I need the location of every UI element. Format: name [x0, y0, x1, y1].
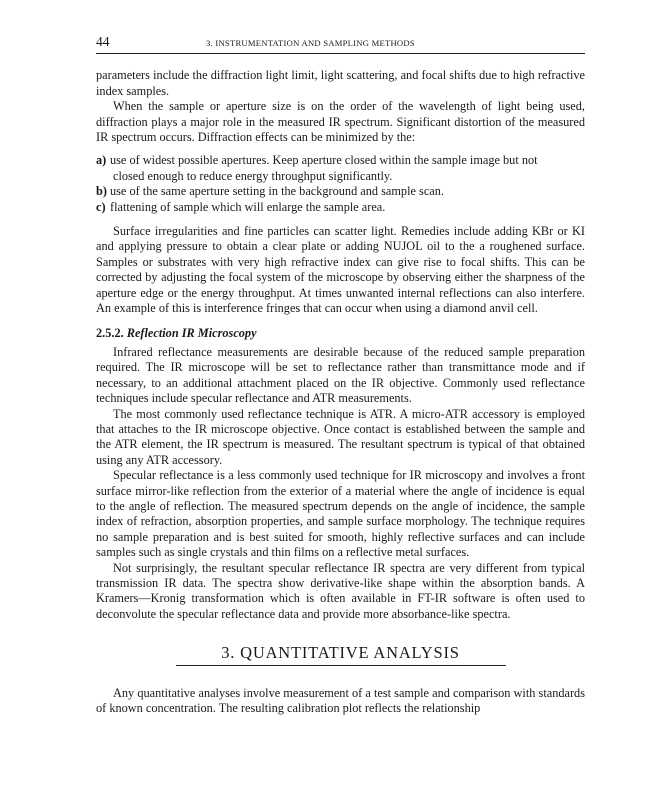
running-title: 3. INSTRUMENTATION AND SAMPLING METHODS [206, 38, 415, 48]
diffraction-remedies-list [96, 153, 585, 215]
subsection-number: 2.5.2. [96, 325, 124, 340]
subsection-heading [96, 326, 585, 341]
subsection-title: Reflection IR Microscopy [126, 325, 257, 340]
list-item [96, 200, 585, 215]
reflectance-paragraph-1: Infrared reflectance measurements are desirable because of the reduced sample preparation required. The IR microscope will be set to reflectance rather than transmittance mode and if necessary, to an additional attachment placed on the IR objective. Commonly used reflectance techniques include specular reflectance and ATR measurements. [96, 344, 585, 406]
list-marker: a) [96, 153, 107, 168]
reflectance-paragraph-3: Specular reflectance is a less commonly used technique for IR microscopy and involves a front surface mirror-like reflection from the exterior of a material where the angle of incidence is equal to the angle of reflection. The measured spectrum depends on the angle of incidence, the sample index of refraction, absorption properties, and sample surface morphology. The technique requires no sample preparation and is best suited for smooth, highly reflective surfaces and can include samples such as single crystals and thin films on a reflective metal surfaces. [96, 468, 585, 560]
quantitative-paragraph-1: Any quantitative analyses involve measurement of a test sample and comparison with standards of known concentration. The resulting calibration plot reflects the relationship [96, 685, 585, 716]
page [96, 34, 585, 716]
running-header [96, 34, 585, 54]
section-heading: 3. QUANTITATIVE ANALYSIS [176, 645, 506, 665]
intro-paragraph-2: When the sample or aperture size is on the order of the wavelength of light being used, diffraction plays a major role in the measured IR spectrum. Significant distortion of the measured IR spectrum occurs. Diffraction effects can be minimized by the: [96, 99, 585, 145]
list-item [96, 153, 585, 184]
reflectance-paragraph-2: The most commonly used reflectance technique is ATR. A micro-ATR accessory is employed that attaches to the IR microscope objective. Once contact is established between the sample and the ATR element, the IR spectrum is measured. The resultant spectrum is typical of that obtained using any ATR accessory. [96, 406, 585, 467]
intro-paragraph-1: parameters include the diffraction light limit, light scattering, and focal shifts due to high refractive index samples. [96, 68, 585, 98]
reflectance-paragraph-4: Not surprisingly, the resultant specular reflectance IR spectra are very different from typical transmission IR data. The spectra show derivative-like shape within the absorption bands. A Kramers—Kronig transformation which is often available in FT-IR software is often used to deconvolute the specular reflectance data and provide more absorbance-like spectra. [96, 560, 585, 621]
list-marker: c) [96, 199, 106, 214]
list-item-text: use of widest possible apertures. Keep aperture closed within the sample image but not [110, 153, 538, 168]
page-number: 44 [96, 34, 110, 49]
surface-irregularities-paragraph: Surface irregularities and fine particles can scatter light. Remedies include adding KBr or KI and applying pressure to obtain a clear plate or adding NUJOL oil to the a roughened surface. Samples or substrates with very high refractive index can give rise to focal shifts. This can be corrected by adjusting the focal system of the microscope by observing either the sharpness of the aperture edge or the energy throughput. At times unwanted internal reflections can also interfere. An example of this is interference fringes that can occur when using a diamond anvil cell. [96, 224, 585, 316]
list-item-text: use of the same aperture setting in the background and sample scan. [110, 184, 444, 199]
list-item-continuation: closed enough to reduce energy throughput significantly. [113, 168, 393, 183]
list-marker: b) [96, 184, 107, 199]
list-item [96, 184, 585, 199]
list-item-text: flattening of sample which will enlarge the sample area. [110, 199, 386, 214]
